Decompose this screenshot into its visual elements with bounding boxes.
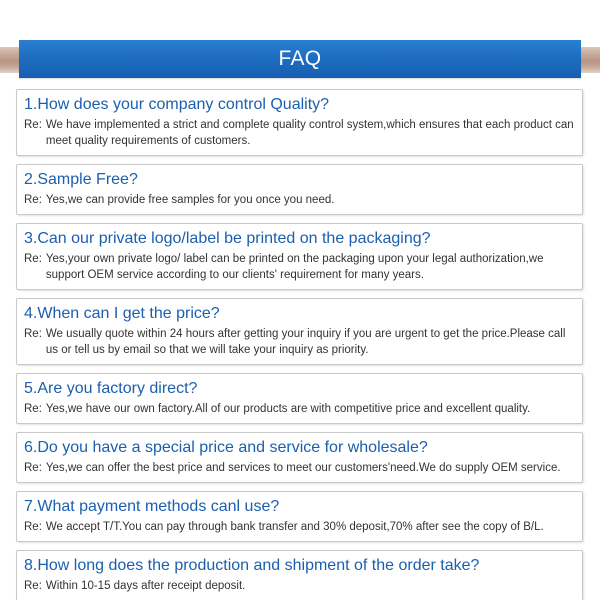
faq-question: 1.How does your company control Quality? [24,96,330,113]
faq-answer [24,519,575,535]
answer-text: We usually quote within 24 hours after getting your inquiry if you are urgent to get the price.Please call us or tell us by email so that we will take your inquiry as priority. [45,328,566,356]
answer-text: We have implemented a strict and complete quality control system,which ensures that each product can meet quality requirements of customers. [45,119,574,147]
answer-prefix: Re: [24,328,42,340]
faq-item-6 [16,432,583,483]
faq-question: 3.Can our private logo/label be printed on the packaging? [24,230,431,247]
faq-title: FAQ [278,47,322,70]
answer-text: Yes,we can offer the best price and services to meet our customers'need.We do supply OEM service. [45,462,561,474]
faq-item-7 [16,491,583,542]
faq-answer [24,117,575,149]
faq-question: 7.What payment methods canl use? [24,498,280,515]
answer-text: Yes,your own private logo/ label can be printed on the packaging upon your legal authorization,we support OEM service according to our clients' requirement for many years. [45,253,544,281]
answer-text: Yes,we can provide free samples for you once you need. [45,194,335,206]
faq-question: 8.How long does the production and shipment of the order take? [24,557,480,574]
answer-prefix: Re: [24,253,42,265]
faq-answer [24,251,575,283]
answer-prefix: Re: [24,521,42,533]
faq-item-8 [16,550,583,600]
answer-text: Yes,we have our own factory.All of our products are with competitive price and excellent quality. [45,403,531,415]
faq-item-2 [16,164,583,215]
faq-question: 6.Do you have a special price and service for wholesale? [24,439,428,456]
faq-header-bar [19,40,581,78]
faq-item-1 [16,89,583,156]
faq-answer [24,326,575,358]
faq-answer [24,578,575,594]
faq-question: 4.When can I get the price? [24,305,220,322]
faq-answer [24,192,575,208]
answer-text: Within 10-15 days after receipt deposit. [45,580,246,592]
faq-item-5 [16,373,583,424]
faq-item-3 [16,223,583,290]
answer-prefix: Re: [24,194,42,206]
faq-list [16,89,583,600]
answer-prefix: Re: [24,462,42,474]
faq-question: 5.Are you factory direct? [24,380,198,397]
answer-prefix: Re: [24,580,42,592]
faq-item-4 [16,298,583,365]
faq-answer [24,460,575,476]
faq-answer [24,401,575,417]
answer-prefix: Re: [24,403,42,415]
answer-prefix: Re: [24,119,42,131]
answer-text: We accept T/T.You can pay through bank transfer and 30% deposit,70% after see the copy of B/L. [45,521,544,533]
faq-question: 2.Sample Free? [24,171,138,188]
